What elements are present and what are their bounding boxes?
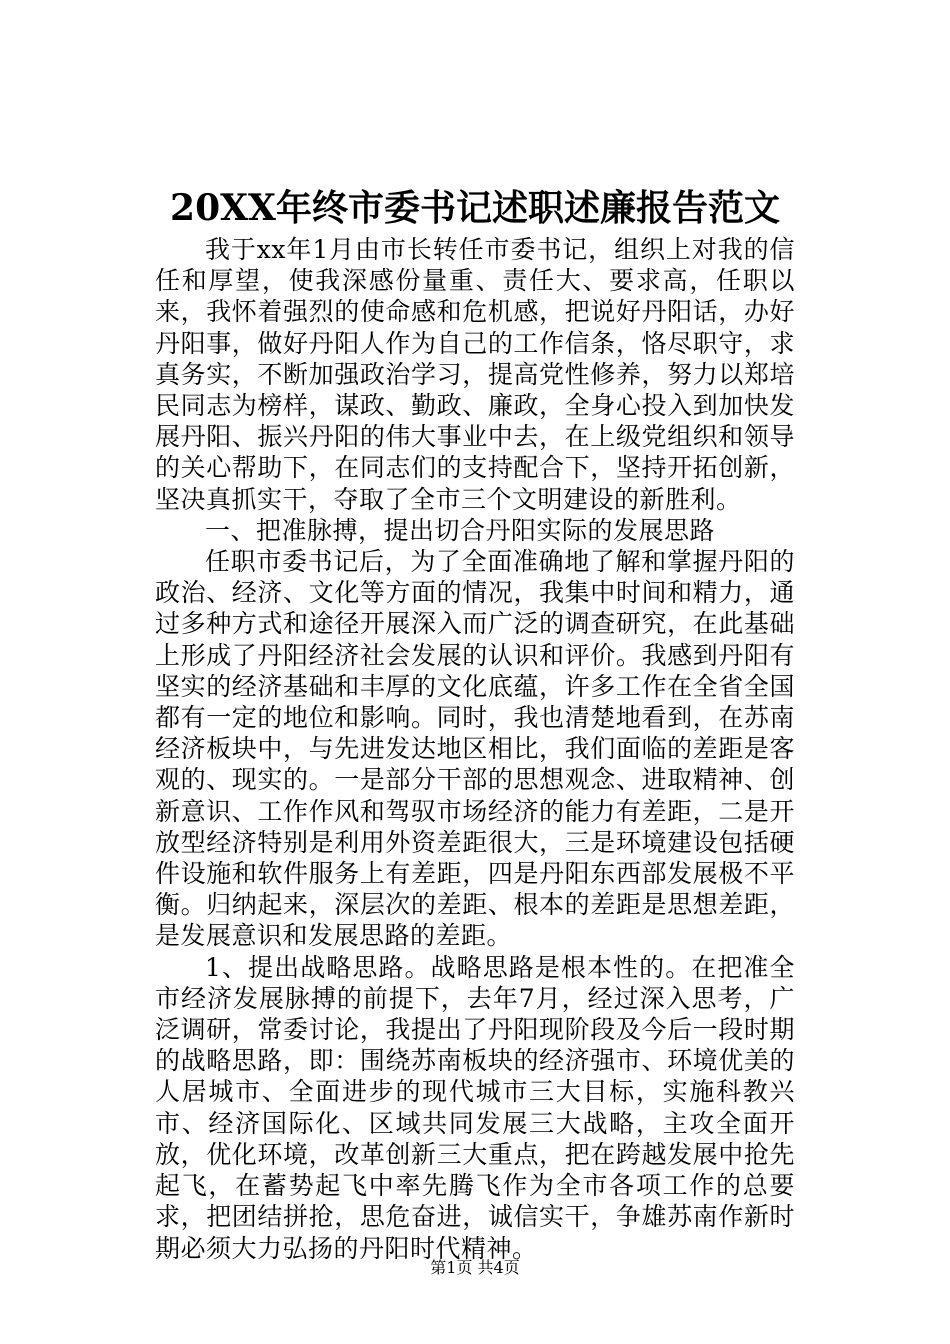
paragraph-intro: 我于xx年1月由市长转任市委书记，组织上对我的信任和厚望，使我深感份量重、责任大、要求高，任职以来，我怀着强烈的使命感和危机感，把说好丹阳话，办好丹阳事，做好丹阳人作为自己的工作信条，恪尽职守，求真务实，不断加强政治学习，提高党性修养，努力以郑培民同志为榜样，谋政、勤政、廉政，全身心投入到加快发展丹阳、振兴丹阳的伟大事业中去，在上级党组织和领导的关心帮助下，在同志们的支持配合下，坚持开拓创新，坚决真抓实干，夺取了全市三个文明建设的新胜利。 bbox=[155, 235, 795, 514]
document-body bbox=[155, 234, 795, 1264]
document-title: 20XX年终市委书记述职述廉报告范文 bbox=[170, 187, 780, 229]
page-number-footer: 第1页 共4页 bbox=[430, 1258, 520, 1277]
paragraph-strategy: 1、提出战略思路。战略思路是根本性的。在把准全市经济发展脉搏的前提下，去年7月，经过深入思考，广泛调研，常委讨论，我提出了丹阳现阶段及今后一段时期的战略思路，即：围绕苏南板块的经济强市、环境优美的人居城市、全面进步的现代城市三大目标，实施科教兴市、经济国际化、区域共同发展三大战略，主攻全面开放，优化环境，改革创新三大重点，把在跨越发展中抢先起飞，在蓄势起飞中率先腾飞作为全市各项工作的总要求，把团结拼抢，思危奋进，诚信实干，争雄苏南作新时期必须大力弘扬的丹阳时代精神。 bbox=[155, 952, 795, 1263]
section-heading-1: 一、把准脉搏，提出切合丹阳实际的发展思路 bbox=[205, 515, 716, 545]
paragraph-analysis: 任职市委书记后，为了全面准确地了解和掌握丹阳的政治、经济、文化等方面的情况，我集中时间和精力，通过多种方式和途径开展深入而广泛的调查研究，在此基础上形成了丹阳经济社会发展的认识和评价。我感到丹阳有坚实的经济基础和丰厚的文化底蕴，许多工作在全省全国都有一定的地位和影响。同时，我也清楚地看到，在苏南经济板块中，与先进发达地区相比，我们面临的差距是客观的、现实的。一是部分干部的思想观念、进取精神、创新意识、工作作风和驾驭市场经济的能力有差距，二是开放型经济特别是利用外资差距很大，三是环境建设包括硬件设施和软件服务上有差距，四是丹阳东西部发展极不平衡。归纳起来，深层次的差距、根本的差距是思想差距，是发展意识和发展思路的差距。 bbox=[155, 547, 795, 951]
